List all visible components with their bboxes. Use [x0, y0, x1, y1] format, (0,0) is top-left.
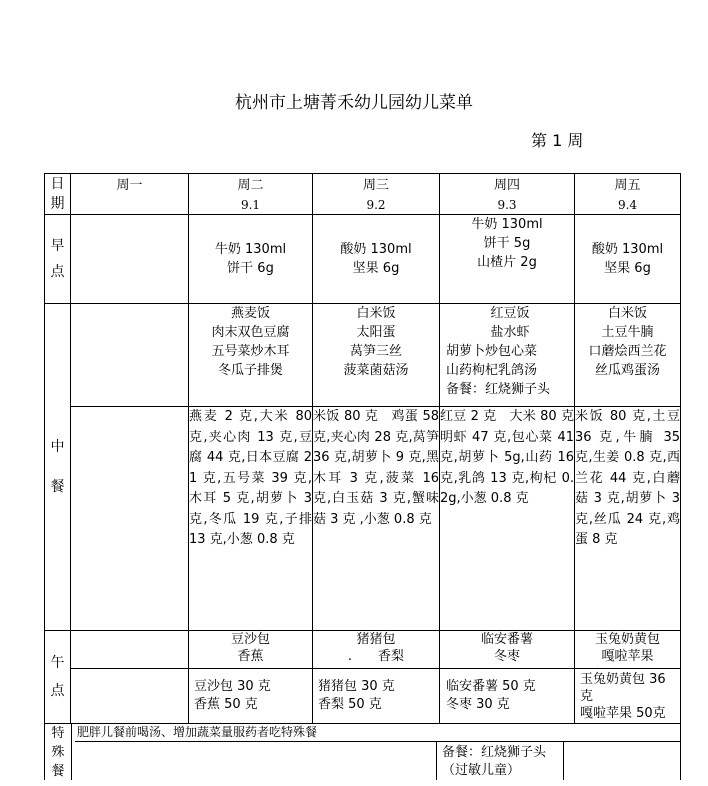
special-divider	[436, 741, 437, 780]
special-label-char: 特	[51, 726, 65, 741]
lunch-detail-tue: 燕麦 2 克,大米 80 克,夹心肉 13 克,豆腐 44 克,日本豆腐 21 克,五号菜 39 克,木耳 5 克,胡萝卜 3 克,冬瓜 19 克,子排 13 克,小葱 0.8 克	[189, 407, 313, 631]
day-header-wed	[313, 174, 440, 215]
backup-line: （过敏儿童）	[442, 763, 521, 778]
day-header-tue	[189, 174, 313, 215]
snack-tue	[189, 631, 313, 669]
snack-label-char: 点	[50, 683, 65, 699]
lunch-detail-thu: 红豆 2 克 大米 80 克 明虾 47 克,包心菜 41 克,胡萝卜 5g,山药 16 克,乳鸽 13 克,枸杞 0.2g,小葱 0.8 克	[440, 407, 575, 631]
snack-detail-wed	[313, 669, 440, 724]
snack-item: 冬枣	[493, 649, 520, 664]
day-name: 周二	[237, 178, 264, 193]
snack-detail-tue	[189, 669, 313, 724]
lunch-detail-fri: 米饭 80 克,土豆 36 克,牛腩 35 克,生姜 0.8 克,西兰花 44 克,白蘑菇 3 克,胡萝卜 3 克,丝瓜 24 克,鸡蛋 8 克	[575, 407, 681, 631]
breakfast-thu	[440, 215, 575, 304]
lunch-dish: 五号菜炒木耳	[211, 344, 290, 359]
breakfast-item: 牛奶 130ml	[214, 242, 287, 257]
day-date: 9.3	[497, 198, 517, 212]
lunch-label-char: 餐	[50, 479, 65, 495]
snack-detail: 香梨 50 克	[318, 697, 382, 712]
lunch-dish: 白米饭	[356, 306, 396, 321]
day-name: 周一	[116, 178, 143, 193]
day-header-thu	[440, 174, 575, 215]
date-label-char: 日	[50, 176, 65, 192]
lunch-dish: 土豆牛腩	[601, 325, 654, 340]
snack-detail: 豆沙包 30 克	[194, 679, 271, 694]
lunch-label-char: 中	[50, 439, 65, 455]
breakfast-fri	[575, 215, 681, 304]
snack-item: 嘎啦苹果	[601, 649, 654, 664]
lunch-dish: 丝瓜鸡蛋汤	[594, 363, 660, 378]
snack-detail: 猪猪包 30 克	[318, 679, 395, 694]
lunch-dish: 冬瓜子排煲	[217, 363, 283, 378]
special-divider	[75, 741, 680, 742]
special-row	[45, 724, 681, 781]
breakfast-item: 饼干 5g	[483, 236, 531, 251]
special-note: 肥胖儿餐前喝汤、增加蔬菜量服药者吃特殊餐	[77, 725, 318, 739]
lunch-dish: 红豆饭	[490, 306, 530, 321]
date-label-char: 期	[50, 196, 65, 212]
lunch-detail-wed: 米饭 80 克 鸡蛋 58 克,夹心肉 28 克,莴笋 36 克,胡萝卜 9 克,黑木耳 3 克,菠菜 16 克,白玉菇 3 克,蟹味菇 3 克 ,小葱 0.8 克	[313, 407, 440, 631]
menu-table	[44, 173, 681, 780]
snack-detail: 冬枣 30 克	[446, 697, 510, 712]
lunch-dishes-tue	[189, 304, 313, 407]
lunch-dish: 山药枸杞乳鸽汤	[446, 363, 538, 378]
lunch-dish: 肉末双色豆腐	[211, 325, 290, 340]
snack-label-char: 午	[50, 655, 65, 671]
day-date: 9.2	[366, 198, 386, 212]
lunch-dish: 太阳蛋	[356, 325, 396, 340]
day-name: 周四	[493, 178, 520, 193]
lunch-label	[45, 304, 71, 631]
breakfast-item: 酸奶 130ml	[340, 242, 412, 257]
lunch-dishes-row	[45, 304, 681, 407]
day-header-fri	[575, 174, 681, 215]
snack-detail: 嘎啦苹果 50克	[580, 705, 666, 721]
snack-label	[45, 631, 71, 724]
snack-detail-fri	[575, 669, 681, 724]
snack-wed	[313, 631, 440, 669]
header-row	[45, 174, 681, 215]
day-date: 9.4	[617, 198, 638, 212]
lunch-dish: 备餐：红烧狮子头	[446, 382, 551, 397]
lunch-dish: 菠菜菌菇汤	[343, 363, 409, 378]
page-title: 杭州市上塘菁禾幼儿园幼儿菜单	[235, 93, 473, 113]
breakfast-item: 坚果 6g	[604, 261, 651, 276]
day-name: 周三	[362, 178, 389, 193]
breakfast-item: 牛奶 130ml	[471, 217, 543, 232]
snack-names-row	[45, 631, 681, 669]
snack-item: 猪猪包	[356, 632, 396, 647]
snack-detail-mon	[71, 669, 189, 724]
special-label	[45, 724, 72, 780]
snack-detail: 临安番薯 50 克	[446, 679, 536, 694]
snack-fri	[575, 631, 681, 669]
special-wrap	[45, 724, 680, 780]
lunch-dishes-thu	[440, 304, 575, 407]
special-label-char: 殊	[51, 745, 65, 760]
snack-detail: 玉兔奶黄包 36 克	[580, 671, 666, 704]
breakfast-item: 酸奶 130ml	[591, 242, 664, 257]
day-date: 9.1	[240, 198, 261, 212]
special-label-char: 餐	[51, 764, 65, 779]
lunch-dish: 白米饭	[607, 306, 647, 321]
backup-line: 备餐：红烧狮子头	[442, 745, 547, 760]
lunch-dish: 莴笋三丝	[349, 344, 402, 359]
breakfast-label	[45, 215, 71, 304]
lunch-dish: 盐水虾	[490, 325, 530, 340]
snack-item: 玉兔奶黄包	[594, 632, 660, 647]
snack-details-row	[45, 669, 681, 724]
lunch-details-row	[45, 407, 681, 631]
snack-mon	[71, 631, 189, 669]
breakfast-mon	[71, 215, 189, 304]
snack-detail-thu	[440, 669, 575, 724]
lunch-dishes-mon	[71, 304, 189, 407]
day-header-mon	[71, 174, 189, 215]
breakfast-item: 坚果 6g	[352, 261, 400, 276]
lunch-dishes-wed	[313, 304, 440, 407]
breakfast-tue	[189, 215, 313, 304]
breakfast-row	[45, 215, 681, 304]
snack-item: 临安番薯	[480, 632, 533, 647]
snack-item: 香蕉	[237, 649, 264, 664]
week-number: 第 1 周	[531, 131, 584, 150]
lunch-dish: 胡萝卜炒包心菜	[446, 344, 538, 359]
snack-detail: 香蕉 50 克	[194, 697, 258, 712]
lunch-dish: 口蘑烩西兰花	[588, 344, 667, 359]
special-divider	[563, 741, 564, 780]
day-name: 周五	[614, 178, 641, 193]
breakfast-wed	[313, 215, 440, 304]
breakfast-label-char: 点	[50, 264, 65, 280]
special-cell	[45, 724, 681, 781]
breakfast-item: 饼干 6g	[227, 261, 274, 276]
lunch-detail-mon	[71, 407, 189, 631]
snack-item: 豆沙包	[230, 632, 270, 647]
snack-item: . 香梨	[347, 649, 405, 664]
date-label	[45, 174, 71, 215]
breakfast-label-char: 早	[50, 238, 65, 254]
breakfast-item: 山楂片 2g	[477, 255, 537, 270]
snack-thu	[440, 631, 575, 669]
lunch-dish: 燕麦饭	[230, 306, 270, 321]
lunch-dishes-fri	[575, 304, 681, 407]
special-backup	[442, 744, 546, 780]
